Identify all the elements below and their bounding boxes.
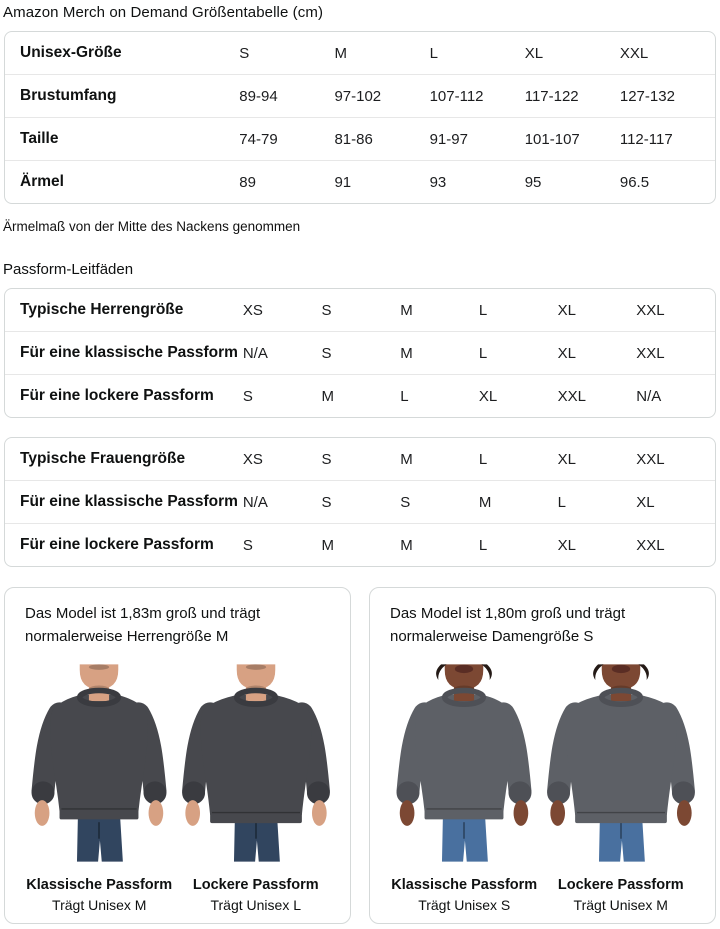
mens-fit-table [4, 288, 716, 418]
size-value: M [400, 301, 413, 319]
model-description: Das Model ist 1,83m groß und trägt normalerweise Herrengröße M [25, 605, 261, 645]
size-value: 91 [334, 173, 352, 191]
size-label: Trägt Unisex S [418, 897, 511, 913]
size-label: Trägt Unisex L [210, 897, 301, 913]
size-value: N/A [242, 493, 268, 511]
size-value: L [478, 344, 488, 362]
male-loose-fit-figure [178, 656, 335, 913]
size-value: 107-112 [429, 87, 484, 105]
size-table [4, 31, 716, 204]
model-photo-female-classic [386, 656, 542, 870]
size-value: 112-117 [619, 130, 673, 148]
size-value: 117-122 [524, 87, 579, 105]
model-description: Das Model ist 1,80m groß und trägt normalerweise Damengröße S [390, 605, 626, 645]
table-row [5, 32, 715, 75]
size-value: XL [557, 536, 576, 554]
size-value: 91-97 [429, 130, 468, 148]
size-value: S [321, 301, 332, 319]
fit-guides-heading: Passform-Leitfäden [3, 261, 134, 278]
fit-label: Lockere Passform [557, 877, 684, 893]
size-value: XXL [557, 387, 586, 405]
row-label: Typische Frauengröße [20, 450, 186, 467]
fit-label: Klassische Passform [26, 877, 173, 893]
size-value: 101-107 [524, 130, 580, 148]
size-value: XXL [636, 344, 665, 362]
page-title: Amazon Merch on Demand Größentabelle (cm) [3, 4, 324, 21]
size-value: M [334, 44, 347, 62]
size-value: M [400, 450, 413, 468]
size-value: 81-86 [334, 130, 373, 148]
table-row [5, 332, 715, 375]
size-value: L [400, 387, 409, 405]
size-value: 96.5 [619, 173, 650, 191]
womens-fit-table-grid [5, 438, 715, 566]
size-value: L [557, 493, 566, 511]
table-row [5, 75, 715, 118]
row-label: Brustumfang [20, 87, 117, 104]
size-value: M [400, 536, 413, 554]
table-row [5, 375, 715, 418]
size-value: XS [242, 301, 263, 319]
size-value: S [321, 344, 332, 362]
size-label: Trägt Unisex M [52, 897, 147, 913]
size-value: 95 [524, 173, 542, 191]
size-value: N/A [636, 387, 662, 405]
row-label: Für eine lockere Passform [20, 536, 214, 553]
model-photo-female-loose [543, 656, 699, 870]
size-value: L [429, 44, 438, 62]
size-value: XXL [619, 44, 649, 62]
size-value: 74-79 [239, 130, 278, 148]
row-label: Für eine klassische Passform [20, 344, 238, 361]
model-photo-male-classic [21, 656, 177, 870]
size-value: N/A [242, 344, 268, 362]
size-value: S [321, 450, 332, 468]
size-value: S [400, 493, 411, 511]
size-value: XXL [636, 450, 665, 468]
size-label: Trägt Unisex M [573, 897, 668, 913]
size-value: L [478, 536, 488, 554]
sleeve-measure-note: Ärmelmaß von der Mitte des Nackens genommen [3, 219, 301, 234]
size-value: L [478, 301, 488, 319]
female-loose-fit-figure [543, 656, 700, 913]
mens-fit-table-grid [5, 289, 715, 417]
male-classic-fit-figure [21, 656, 178, 913]
model-photo-male-loose [178, 656, 334, 870]
size-value: XL [557, 301, 576, 319]
size-value: XL [636, 493, 655, 511]
table-row [5, 438, 715, 481]
size-value: 97-102 [334, 87, 382, 105]
size-value: 89-94 [239, 87, 278, 105]
size-value: L [478, 450, 488, 468]
row-label: Für eine lockere Passform [20, 387, 214, 404]
size-value: M [321, 536, 335, 554]
size-value: M [400, 344, 413, 362]
size-value: M [478, 493, 492, 511]
table-row [5, 289, 715, 332]
size-value: M [321, 387, 335, 405]
womens-fit-table [4, 437, 716, 567]
size-value: XL [524, 44, 544, 62]
size-value: S [242, 536, 253, 554]
size-value: 89 [239, 173, 256, 191]
row-label: Typische Herrengröße [20, 301, 184, 318]
fit-label: Klassische Passform [391, 877, 538, 893]
table-row [5, 524, 715, 567]
size-value: XL [557, 450, 576, 468]
female-model-card [369, 587, 716, 924]
table-row [5, 118, 715, 161]
row-label: Unisex-Größe [20, 44, 122, 61]
size-value: XXL [636, 536, 665, 554]
size-value: 93 [429, 173, 447, 191]
table-row [5, 161, 715, 204]
size-table-grid [5, 32, 715, 203]
size-value: S [321, 493, 332, 511]
size-value: S [242, 387, 253, 405]
table-row [5, 481, 715, 524]
size-value: S [239, 44, 250, 62]
size-value: XXL [636, 301, 665, 319]
size-value: XL [478, 387, 498, 405]
row-label: Taille [20, 130, 59, 147]
row-label: Ärmel [20, 173, 64, 190]
model-cards [4, 587, 716, 924]
size-value: XS [242, 450, 263, 468]
fit-label: Lockere Passform [192, 877, 319, 893]
size-value: 127-132 [619, 87, 675, 105]
size-value: XL [557, 344, 576, 362]
row-label: Für eine klassische Passform [20, 493, 238, 510]
male-model-card [4, 587, 351, 924]
female-classic-fit-figure [386, 656, 543, 913]
